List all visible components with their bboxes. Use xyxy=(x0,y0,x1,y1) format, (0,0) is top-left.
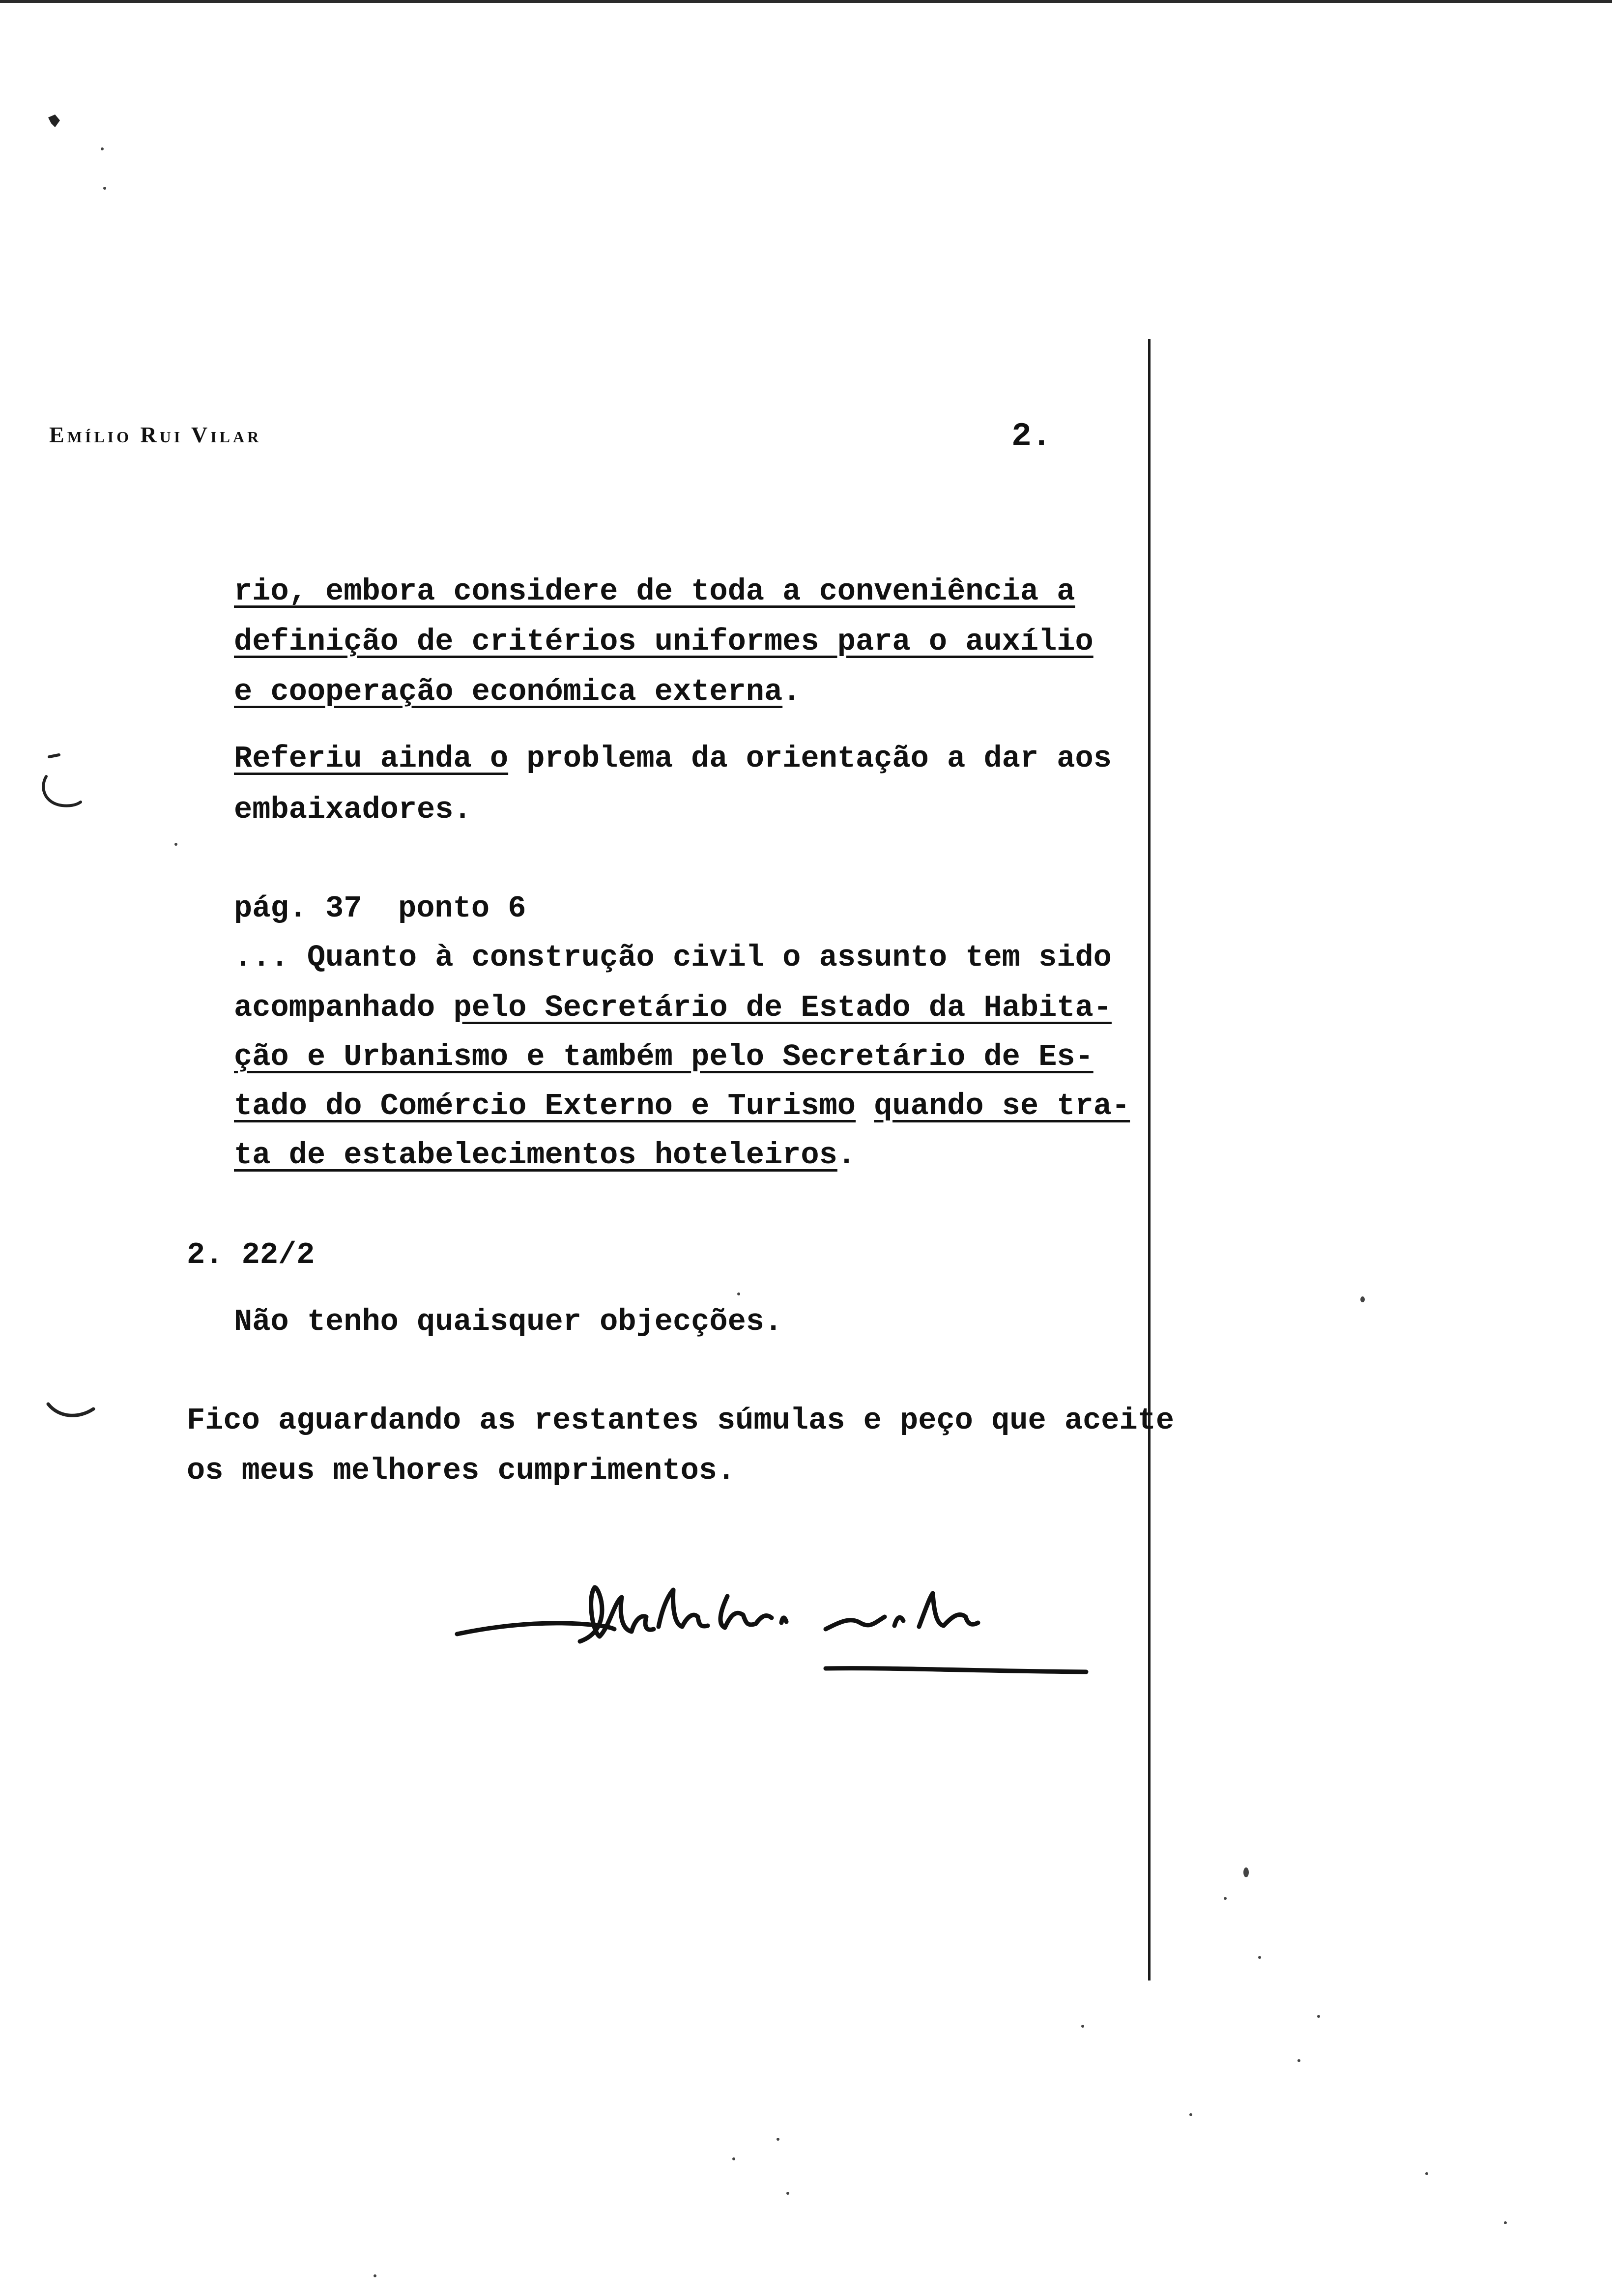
scan-speck xyxy=(732,2157,735,2160)
scan-speck xyxy=(1317,2015,1320,2018)
paragraph1-line2: definição de critérios uniformes para o auxílio xyxy=(234,624,1094,659)
scan-speck xyxy=(1189,2113,1192,2116)
paragraph2-line2: embaixadores. xyxy=(234,792,472,827)
scan-speck xyxy=(777,2138,779,2141)
quote-line3-underlined-b: pelo Secretário de Es- xyxy=(691,1039,1094,1074)
margin-mark-left-lower xyxy=(44,1398,98,1428)
scan-speck xyxy=(101,147,104,150)
scan-speck xyxy=(1081,2025,1084,2028)
scan-speck xyxy=(1425,2172,1428,2175)
quote-line2-underlined: pelo Secretário de Estado da Habita- xyxy=(453,990,1112,1025)
scan-speck xyxy=(174,843,177,846)
closing-line2: os meus melhores cumprimentos. xyxy=(187,1453,736,1488)
closing-line1: Fico aguardando as restantes súmulas e peço que aceite xyxy=(187,1403,1175,1438)
paragraph2-line1-rest: problema da orientação a dar aos xyxy=(508,741,1112,776)
quote-line4 xyxy=(234,1091,1130,1121)
scan-speck xyxy=(786,2192,789,2195)
scan-speck xyxy=(1297,2059,1300,2062)
quote-line4-underlined-a: tado do Comércio Externo e Turismo xyxy=(234,1089,856,1123)
quote-line4-underlined-b: quando se tra- xyxy=(874,1089,1130,1123)
paragraph1-line1: rio, embora considere de toda a conveniência a xyxy=(234,574,1075,609)
section-page-ref: pág. 37 xyxy=(234,891,362,926)
scan-speck xyxy=(374,2274,376,2277)
scan-speck xyxy=(1258,1956,1261,1959)
scan-speck xyxy=(1504,2221,1507,2224)
ink-speck xyxy=(45,111,65,130)
item2-label: 2. 22/2 xyxy=(187,1237,315,1272)
paragraph1-line3-end: . xyxy=(782,674,801,709)
item2-text: Não tenho quaisquer objecções. xyxy=(234,1304,783,1339)
quote-line3 xyxy=(234,1039,1094,1074)
paragraph2-line1-underlined: Referiu ainda o xyxy=(234,741,509,776)
paragraph2-line1 xyxy=(234,741,1112,776)
scan-speck xyxy=(1243,1867,1249,1877)
paragraph1-line3-underlined: e cooperação económica externa xyxy=(234,674,783,709)
scan-speck xyxy=(1360,1296,1365,1302)
paragraph1-line3 xyxy=(234,674,801,709)
quote-line2 xyxy=(234,990,1112,1025)
top-edge-rule xyxy=(0,0,1612,3)
quote-line1: ... Quanto à construção civil o assunto tem sido xyxy=(234,940,1112,975)
quote-line5-end: . xyxy=(837,1138,856,1173)
quote-line5-underlined: ta de estabelecimentos hoteleiros xyxy=(234,1138,837,1173)
letterhead: Emílio Rui Vilar xyxy=(49,422,262,447)
margin-mark-left-upper xyxy=(29,747,84,821)
handwritten-signature xyxy=(452,1568,1091,1681)
scan-speck xyxy=(737,1292,740,1295)
scan-speck xyxy=(103,187,106,190)
section-point-ref: ponto 6 xyxy=(398,891,526,926)
quote-line3-underlined-a: ção e Urbanismo e também xyxy=(234,1039,691,1074)
page-number: 2. xyxy=(1011,418,1052,456)
margin-fold-line xyxy=(1148,339,1151,1980)
scan-speck xyxy=(1224,1897,1227,1900)
quote-line4-gap xyxy=(856,1089,874,1123)
quote-line2-start: acompanhado xyxy=(234,990,454,1025)
quote-line5 xyxy=(234,1140,856,1171)
